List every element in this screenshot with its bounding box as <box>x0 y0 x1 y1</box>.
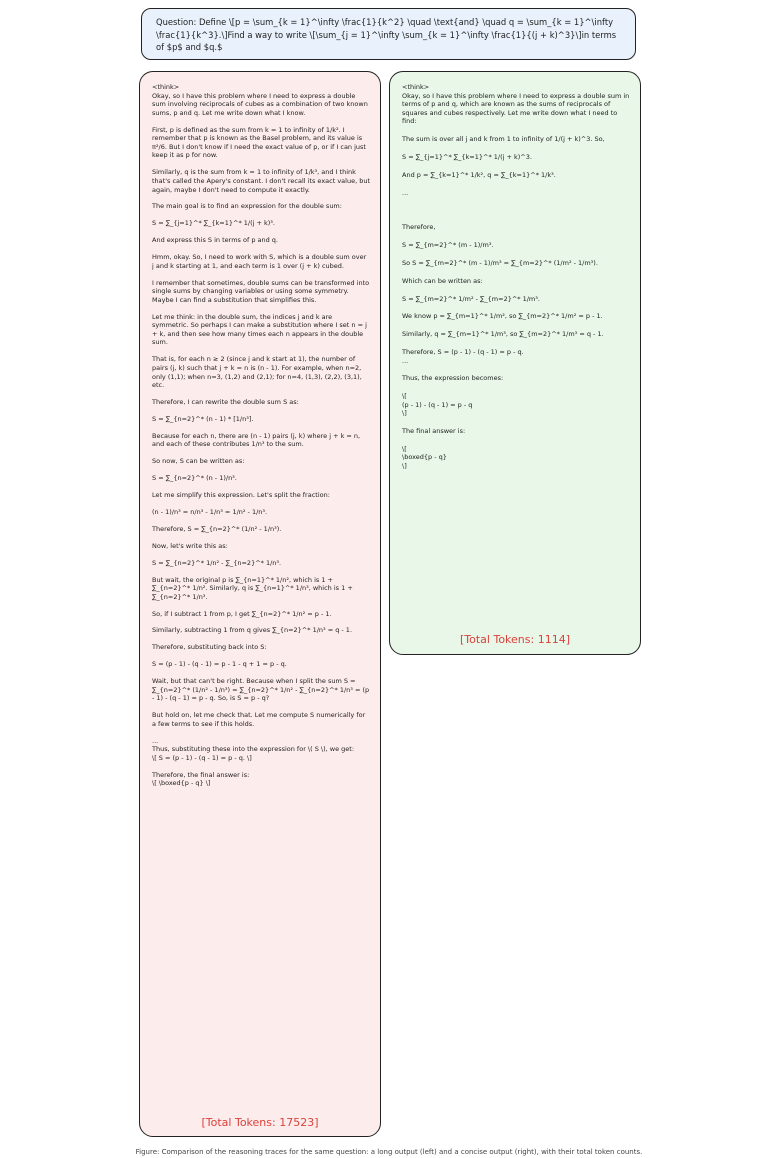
reasoning-paragraph: S = ∑_{n=2}^* (n - 1)/n³. <box>152 474 237 483</box>
reasoning-paragraph: Therefore, S = ∑_{n=2}^* (1/n² - 1/n³). <box>152 524 282 533</box>
figure-caption: Figure: Comparison of the reasoning traces for the same question: a long output (left) and a concise output (right), with their total token counts. <box>135 1148 643 1156</box>
reasoning-paragraph: <think> Okay, so I have this problem where I need to express a double sum involving reciprocals of cubes as a combination of two known sums, p and q. Let me write down what I know. <box>152 83 368 117</box>
reasoning-paragraph: Which can be written as: <box>402 276 483 285</box>
reasoning-paragraph: Therefore, <box>402 223 436 232</box>
reasoning-paragraph: Thus, the expression becomes: <box>402 374 504 383</box>
reasoning-paragraph: Similarly, subtracting 1 from q gives ∑_{n=2}^* 1/n³ = q - 1. <box>152 626 353 635</box>
reasoning-paragraph: S = ∑_{n=2}^* 1/n² - ∑_{n=2}^* 1/n³. <box>152 558 282 567</box>
reasoning-paragraph: So now, S can be written as: <box>152 457 245 466</box>
reasoning-paragraph: Because for each n, there are (n - 1) pairs (j, k) where j + k = n, and each of these contributes 1/n³ to the sum. <box>152 431 363 449</box>
long-response-text <box>152 83 373 788</box>
reasoning-paragraph: Therefore, I can rewrite the double sum S as: <box>152 398 299 406</box>
reasoning-paragraph: That is, for each n ≥ 2 (since j and k start at 1), the number of pairs (j, k) such that j + k = n is (n - 1). For example, when n=2, only (1,1); when n=3, (1,2) and (2,1); for n=4, (1,3), (2,2), (3,1), etc. <box>152 355 364 390</box>
reasoning-paragraph: \[ (p - 1) - (q - 1) = p - q \] <box>402 392 473 418</box>
reasoning-paragraph: So, if I subtract 1 from p, I get ∑_{n=2}^* 1/n² = p - 1. <box>152 609 332 618</box>
reasoning-paragraph: And express this S in terms of p and q. <box>152 236 278 245</box>
question-box <box>141 8 636 60</box>
reasoning-paragraph: S = ∑_{j=1}^* ∑_{k=1}^* 1/(j + k)³. <box>152 219 275 228</box>
reasoning-paragraph: But wait, the original p is ∑_{n=1}^* 1/n², which is 1 + ∑_{n=2}^* 1/n². Similarly, q is ∑_{n=1}^* 1/n³, which is 1 + ∑_{n=2}^* 1/n³. <box>152 575 355 601</box>
short-response-token-count: [Total Tokens: 1114] <box>460 633 570 647</box>
reasoning-paragraph: Hmm, okay. So, I need to work with S, which is a double sum over j and k starting at 1, and each term is 1 over (j + k) cubed. <box>152 253 369 270</box>
reasoning-paragraph: We know p = ∑_{m=1}^* 1/m², so ∑_{m=2}^* 1/m² = p - 1. <box>402 312 603 321</box>
reasoning-paragraph: The main goal is to find an expression for the double sum: <box>152 202 342 211</box>
reasoning-paragraph: So S = ∑_{m=2}^* (m - 1)/m³ = ∑_{m=2}^* (1/m² - 1/m³). <box>402 259 598 268</box>
reasoning-paragraph: But hold on, let me check that. Let me compute S numerically for a few terms to see if this holds. <box>152 711 368 728</box>
reasoning-paragraph: Therefore, substituting back into S: <box>152 643 267 652</box>
reasoning-paragraph: <think> Okay, so I have this problem where I need to express a double sum in terms of p and q, which are known as the sums of reciprocals of squares and cubes respectively. Let me write down what I need to find: <box>402 83 630 126</box>
reasoning-paragraph: Wait, but that can't be right. Because when I split the sum S = ∑_{n=2}^* (1/n² - 1/n³) = ∑_{n=2}^* 1/n² - ∑_{n=2}^* 1/n³ = (p - 1) - (q - 1) = p - q. So, is S = p - q? <box>152 677 372 703</box>
reasoning-paragraph: Therefore, S = (p - 1) - (q - 1) = p - q. ... <box>402 347 524 365</box>
reasoning-paragraph: ... Thus, substituting these into the expression for \( S \), we get: \[ S = (p - 1) - (q - 1) = p - q. \] <box>152 736 355 762</box>
reasoning-paragraph: Now, let's write this as: <box>152 541 228 550</box>
short-response-text <box>402 83 630 471</box>
long-response-token-count: [Total Tokens: 17523] <box>201 1116 319 1130</box>
reasoning-paragraph: Similarly, q = ∑_{m=1}^* 1/m³, so ∑_{m=2}^* 1/m³ = q - 1. <box>402 330 604 339</box>
long-response-panel <box>139 71 381 1137</box>
reasoning-paragraph: Therefore, the final answer is: \[ \boxed{p - q} \] <box>152 770 250 788</box>
reasoning-paragraph: The final answer is: <box>402 427 466 436</box>
reasoning-paragraph: Let me simplify this expression. Let's split the fraction: <box>152 491 330 500</box>
reasoning-paragraph: S = ∑_{n=2}^* (n - 1) * [1/n³]. <box>152 414 254 423</box>
reasoning-paragraph: (n - 1)/n³ = n/n³ - 1/n³ = 1/n² - 1/n³. <box>152 507 268 516</box>
question-text: Question: Define \[p = \sum_{k = 1}^\infty \frac{1}{k^2} \quad \text{and} \quad q = \sum_{k = 1}^\infty \frac{1}{k^3}.\]Find a way to write \[\sum_{j = 1}^\infty \sum_{k = 1}^\infty \frac{1}{(j + k)^3}\]in terms of $p$ and $q.$ <box>156 17 617 52</box>
reasoning-paragraph: S = ∑_{j=1}^* ∑_{k=1}^* 1/(j + k)^3. <box>402 152 532 161</box>
short-response-panel <box>389 71 641 655</box>
reasoning-paragraph: And p = ∑_{k=1}^* 1/k², q = ∑_{k=1}^* 1/k³. <box>402 170 556 179</box>
reasoning-paragraph: The sum is over all j and k from 1 to infinity of 1/(j + k)^3. So, <box>402 135 605 144</box>
reasoning-paragraph: S = ∑_{m=2}^* (m - 1)/m³. <box>402 241 494 250</box>
reasoning-paragraph: S = (p - 1) - (q - 1) = p - 1 - q + 1 = p - q. <box>152 660 287 669</box>
reasoning-paragraph: S = ∑_{m=2}^* 1/m² - ∑_{m=2}^* 1/m³. <box>402 294 540 303</box>
reasoning-paragraph: \[ \boxed{p - q} \] <box>402 444 447 471</box>
reasoning-paragraph: ... <box>402 188 409 197</box>
reasoning-paragraph: I remember that sometimes, double sums can be transformed into single sums by changing variables or using some symmetry. Maybe I can find a substitution that simplifies this. <box>152 278 372 304</box>
reasoning-paragraph: First, p is defined as the sum from k = 1 to infinity of 1/k². I remember that p is known as the Basel problem, and its value is π²/6. But I don't know if I need the exact value of p, or if I can just keep it as p for now. <box>152 125 369 160</box>
reasoning-paragraph: Let me think: in the double sum, the indices j and k are symmetric. So perhaps I can make a substitution where I set n = j + k, and then see how many times each n appears in the double sum. <box>152 312 370 347</box>
reasoning-paragraph: Similarly, q is the sum from k = 1 to infinity of 1/k³, and I think that's called the Apery's constant. I don't recall its exact value, but again, maybe I don't need to compute it exactly. <box>152 168 373 194</box>
